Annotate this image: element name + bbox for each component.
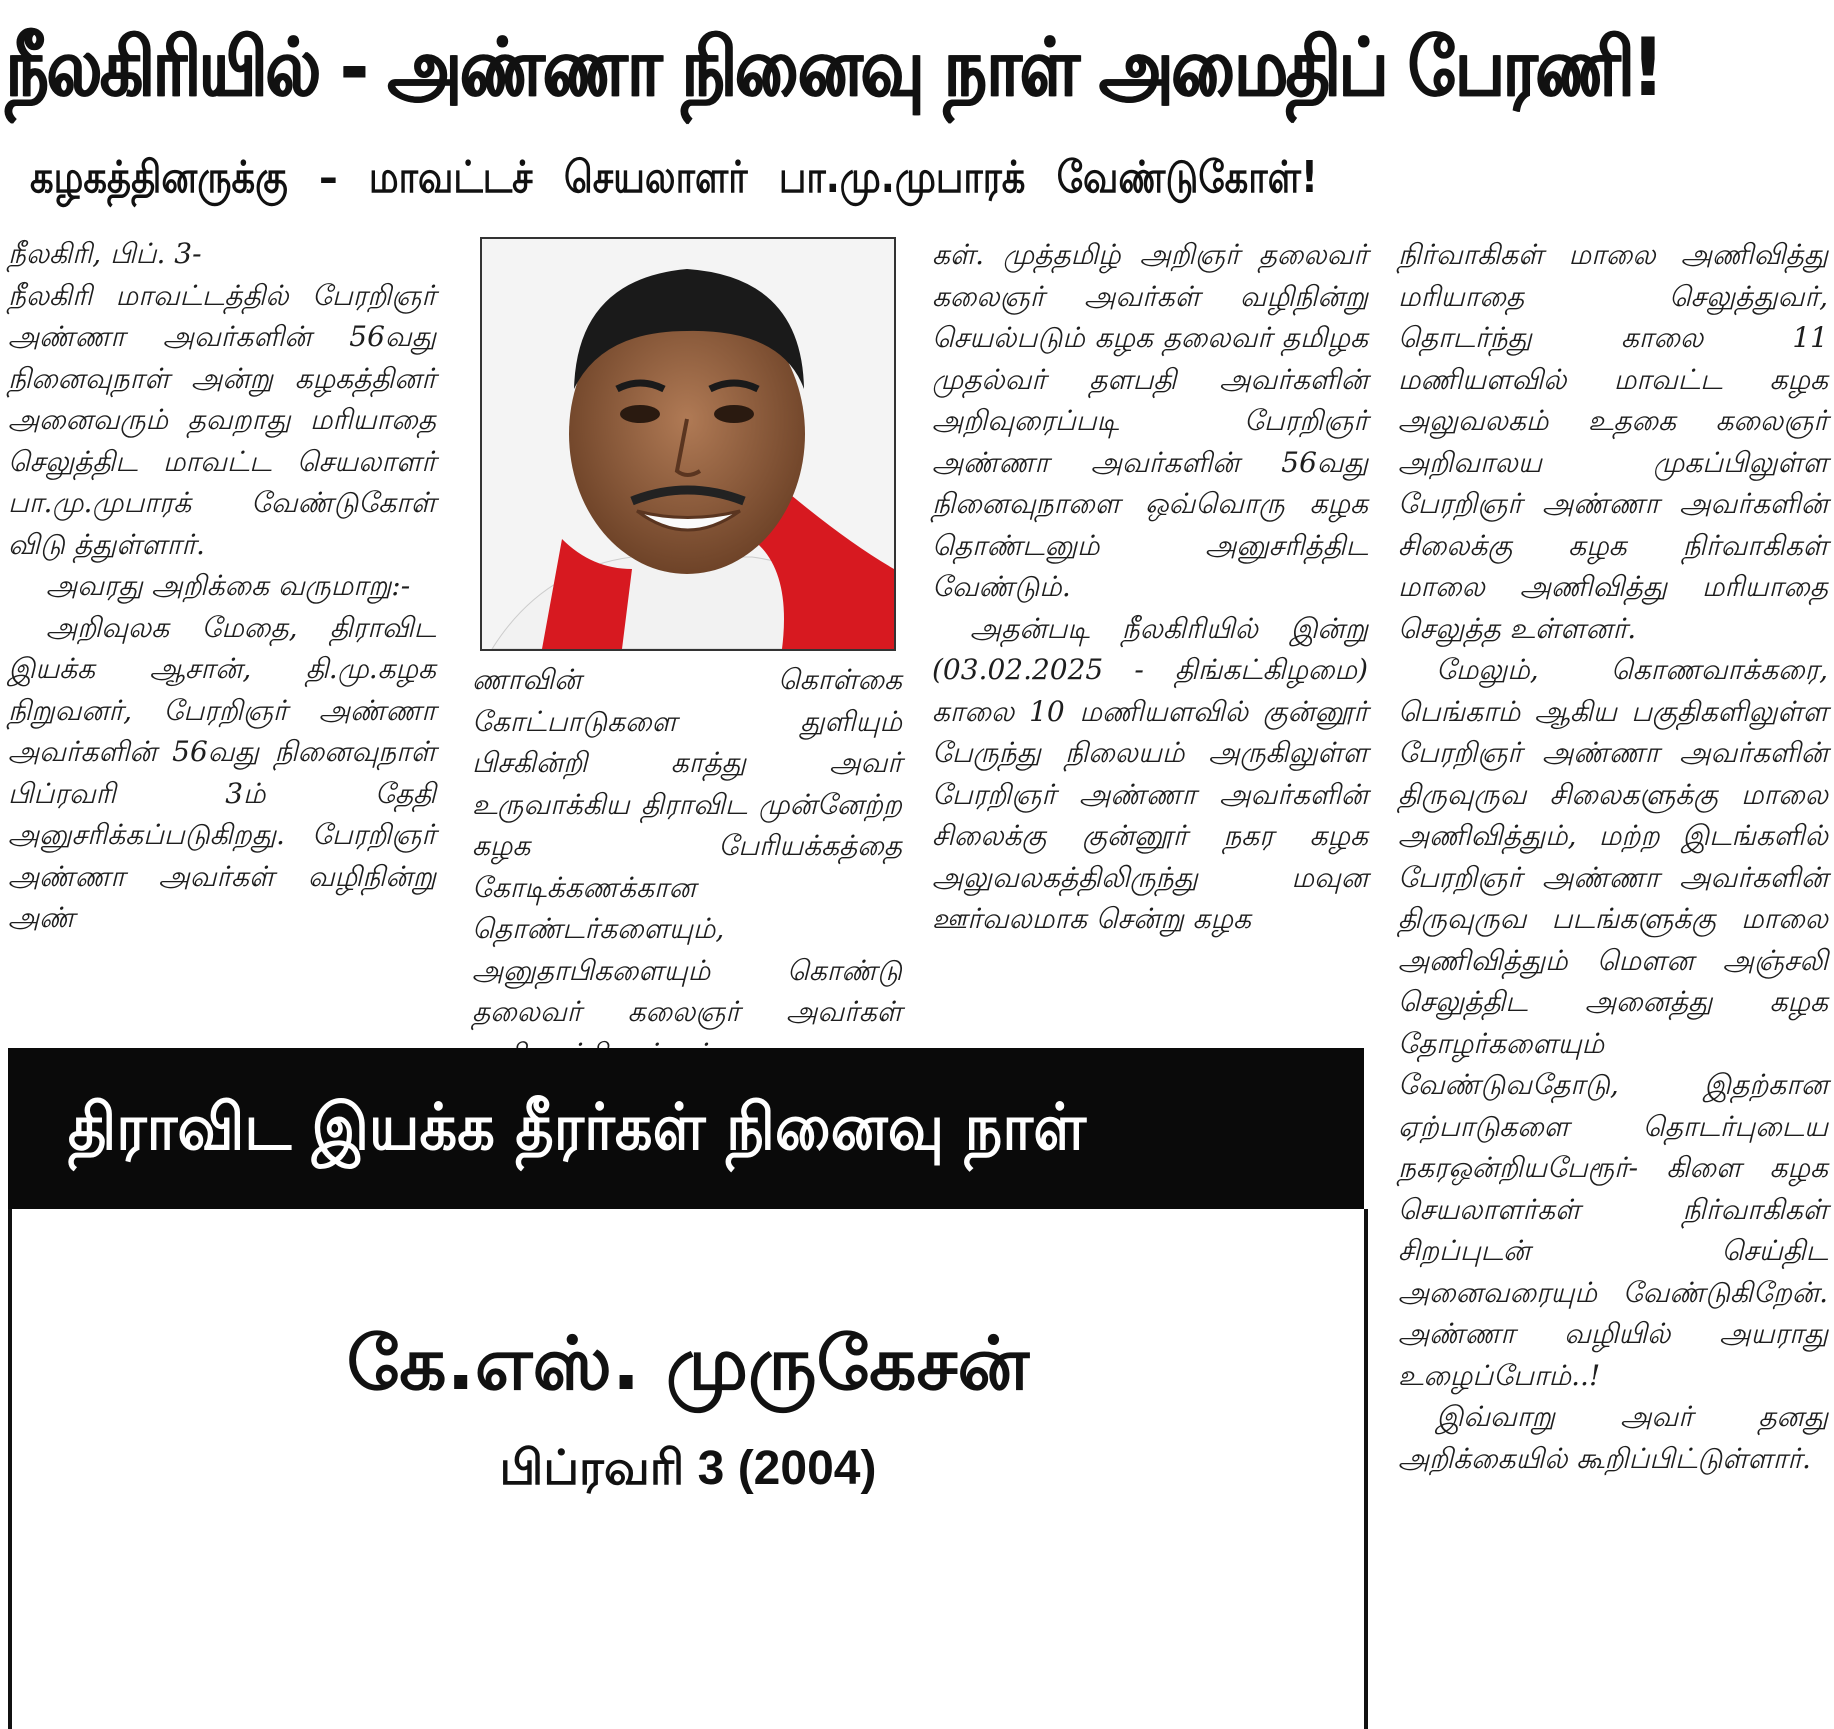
- article-paragraph: அவரது அறிக்கை வருமாறு:-: [46, 569, 411, 602]
- notice-title: திராவிட இயக்க தீரர்கள் நினைவு நாள்: [68, 1091, 1087, 1165]
- notice-date: பிப்ரவரி 3 (2004): [499, 1442, 877, 1495]
- article-paragraph: நீலகிரி மாவட்டத்தில் பேரறிஞர் அண்ணா அவர்களின் 56வது நினைவுநாள் அன்று கழகத்தினர் அனைவரும் தவறாது மரியாதை செலுத்திட மாவட்ட செயலாளர் பா.மு.முபாரக் வேண்டுகோள் விடு த்துள்ளார்.: [8, 278, 436, 561]
- portrait-photo: [480, 237, 896, 651]
- article-paragraph: இவ்வாறு அவர் தனது அறிக்கையில் கூறிப்பிட்டுள்ளார்.: [1398, 1400, 1828, 1475]
- notice-banner: [8, 1048, 1364, 1209]
- article-paragraph: அறிவுலக மேதை, திராவிட இயக்க ஆசான், தி.மு.கழக நிறுவனர், பேரறிஞர் அண்ணா அவர்களின் 56வது நினைவுநாள் பிப்ரவரி 3ம் தேதி அனுசரிக்கப்படுகிறது. பேரறிஞர் அண்ணா அவர்கள் வழிநின்று அண்: [8, 610, 436, 934]
- article-dateline: நீலகிரி, பிப். 3-: [8, 237, 202, 270]
- portrait-illustration: [482, 239, 894, 649]
- article-paragraph: நிர்வாகிகள் மாலை அணிவித்து மரியாதை செலுத்துவர், தொடர்ந்து காலை 11 மணியளவில் மாவட்ட கழக அலுவலகம் உதகை கலைஞர் அறிவாலய முகப்பிலுள்ள பேரறிஞர் அண்ணா அவர்களின் சிலைக்கு கழக நிர்வாகிகள் மாலை அணிவித்து மரியாதை செலுத்த உள்ளனர்.: [1398, 238, 1828, 645]
- headline: நீலகிரியில் - அண்ணா நினைவு நாள் அமைதிப் பேரணி!: [6, 21, 1662, 114]
- notice-name: கே.எஸ். முருகேசன்: [346, 1321, 1030, 1407]
- notice-box: [8, 1209, 1368, 1729]
- article-column-1: [8, 233, 436, 939]
- article-column-2: [472, 659, 902, 1074]
- article-paragraph: மேலும், கொணவாக்கரை, பெங்காம் ஆகிய பகுதிகளிலுள்ள பேரறிஞர் அண்ணா அவர்களின் திருவுருவ சிலைகளுக்கு மாலை அணிவித்தும், மற்ற இடங்களில் பேரறிஞர் அண்ணா அவர்களின் திருவுருவ படங்களுக்கு மாலை அணிவித்தும் மௌன அஞ்சலி செலுத்திட அனைத்து கழக தோழர்களையும் வேண்டுவதோடு, இதற்கான ஏற்பாடுகளை தொடர்புடைய நகரஒன்றியபேரூர்- கிளை கழக செயலாளர்கள் நிர்வாகிகள் சிறப்புடன் செய்திட அனைவரையும் வேண்டுகிறேன். அண்ணா வழியில் அயராது உழைப்போம்..!: [1398, 653, 1828, 1392]
- article-paragraph: ணாவின் கொள்கை கோட்பாடுகளை துளியும் பிசகின்றி காத்து அவர் உருவாக்கிய திராவிட முன்னேற்ற கழக பேரியக்கத்தை கோடிக்கணக்கான தொண்டர்களையும், அனுதாபிகளையும் கொண்டு தலைவர் கலைஞர் அவர்கள்: [472, 663, 902, 1028]
- article-paragraph: அதன்படி நீலகிரியில் இன்று (03.02.2025 - திங்கட்கிழமை) காலை 10 மணியளவில் குன்னூர் பேருந்து நிலையம் அருகிலுள்ள பேரறிஞர் அண்ணா அவர்களின் சிலைக்கு குன்னூர் நகர கழக அலுவலகத்திலிருந்து மவுன ஊர்வலமாக சென்று கழக: [932, 611, 1368, 935]
- article-column-4: [1398, 234, 1828, 1479]
- subheadline: கழகத்தினருக்கு – மாவட்டச் செயலாளர் பா.மு.முபாரக் வேண்டுகோள்!: [30, 152, 1318, 203]
- article-paragraph: கள். முத்தமிழ் அறிஞர் தலைவர் கலைஞர் அவர்கள் வழிநின்று செயல்படும் கழக தலைவர் தமிழக முதல்வர் தளபதி அவர்களின் அறிவுரைப்படி பேரறிஞர் அண்ணா அவர்களின் 56வது நினைவுநாளை ஒவ்வொரு கழக தொண்டனும் அனுசரித்திட வேண்டும்.: [932, 238, 1368, 603]
- article-column-3: [932, 234, 1368, 940]
